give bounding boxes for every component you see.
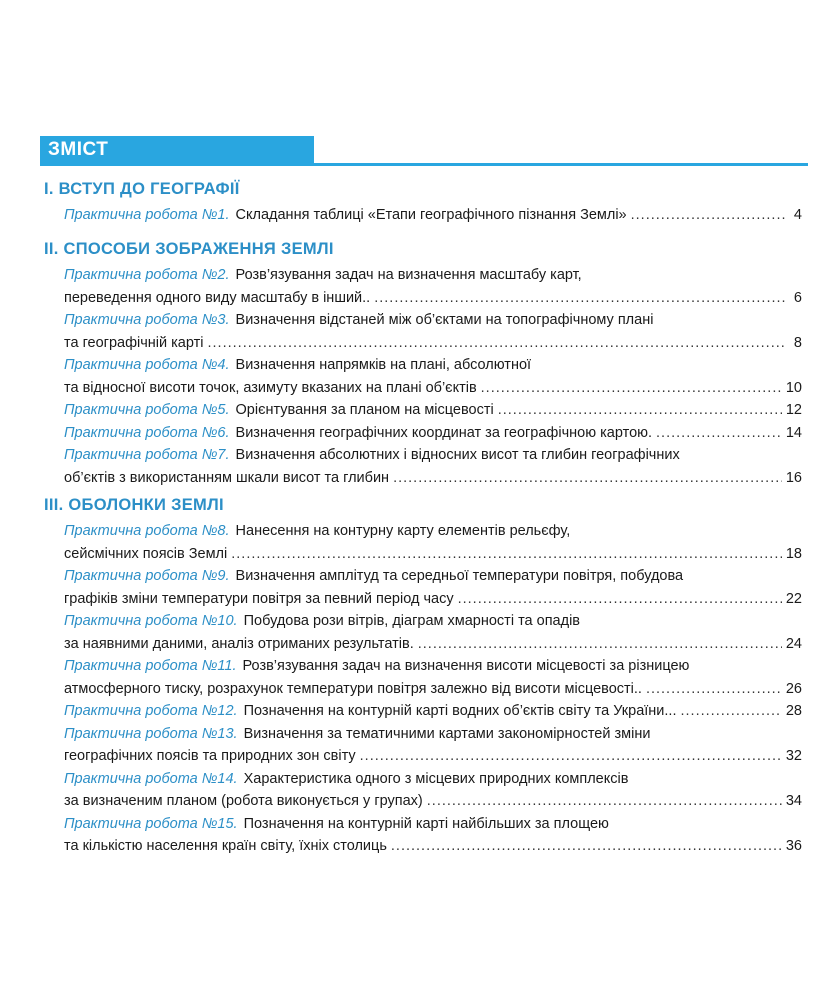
entry-text: Розв’язування задач на визначення висоти місцевості за різницею <box>242 658 690 674</box>
entry-text: за наявними даними, аналіз отриманих результатів. <box>64 635 414 652</box>
entry-text: Визначення амплітуд та середньої температури повітря, побудова <box>235 568 684 584</box>
section-title: I. ВСТУП ДО ГЕОГРАФІЇ <box>44 180 240 198</box>
entry-text: Визначення географічних координат за географічною картою. <box>235 424 653 441</box>
toc-entry-line[interactable] <box>64 745 802 767</box>
entry-text: Позначення на контурній карті водних об’єктів світу та України... <box>243 703 677 719</box>
toc-entry-line[interactable] <box>64 723 802 745</box>
toc-entry-line[interactable] <box>64 444 802 466</box>
toc-entry-line[interactable] <box>64 588 802 610</box>
toc-entry-line[interactable] <box>64 422 802 444</box>
page-number: 8 <box>793 334 802 351</box>
entry-label: Практична робота №2. <box>64 267 230 283</box>
toc-entry-line[interactable] <box>64 467 802 489</box>
leader-dots <box>391 835 782 857</box>
entry-text: графіків зміни температури повітря за певний період часу <box>64 590 454 607</box>
entry-label: Практична робота №1. <box>64 207 230 223</box>
leader-dots <box>498 399 782 421</box>
page-number: 18 <box>785 545 802 562</box>
leader-dots <box>656 422 782 444</box>
leader-dots <box>208 332 787 354</box>
page-number: 34 <box>785 793 802 809</box>
toc-entry-line[interactable] <box>64 204 802 226</box>
entry-label: Практична робота №14. <box>64 770 238 787</box>
page-number: 28 <box>785 703 802 719</box>
entry-text: та кількістю населення країн світу, їхніх столиць <box>64 838 387 854</box>
entry-text: переведення одного виду масштабу в інший.. <box>64 289 371 306</box>
toc-entry-line[interactable] <box>64 835 802 857</box>
entry-label: Практична робота №11. <box>64 658 237 674</box>
entry-text: Визначення відстаней між об’єктами на топографічному плані <box>235 312 654 328</box>
page-number: 32 <box>785 748 802 764</box>
entry-label: Практична робота №5. <box>64 402 230 418</box>
leader-dots <box>427 790 782 812</box>
toc-entry-line[interactable] <box>64 655 802 677</box>
page-number: 16 <box>785 469 802 486</box>
entry-label: Практична робота №15. <box>64 815 238 832</box>
entry-label: Практична робота №6. <box>64 424 230 441</box>
entry-text: за визначеним планом (робота виконується у групах) <box>64 793 423 809</box>
page-number: 12 <box>785 402 802 418</box>
toc-entry-line[interactable] <box>64 399 802 421</box>
entry-label: Практична робота №4. <box>64 357 230 373</box>
leader-dots <box>646 678 782 700</box>
leader-dots <box>418 633 782 655</box>
entry-label: Практична робота №3. <box>64 312 230 328</box>
toc-entry-line[interactable] <box>64 565 802 587</box>
entry-text: Складання таблиці «Етапи географічного пізнання Землі» <box>235 207 627 223</box>
page-number: 10 <box>785 379 802 396</box>
entry-label: Практична робота №8. <box>64 523 230 539</box>
entry-label: Практична робота №10. <box>64 613 238 629</box>
toc-entry-line[interactable] <box>64 543 802 565</box>
entry-text: Нанесення на контурну карту елементів рельєфу, <box>235 523 571 539</box>
entry-text: сейсмічних поясів Землі <box>64 545 228 562</box>
section-title: III. ОБОЛОНКИ ЗЕМЛІ <box>44 496 224 514</box>
toc-entry-line[interactable] <box>64 678 802 700</box>
entry-text: Позначення на контурній карті найбільших за площею <box>243 815 609 832</box>
toc-entry-line[interactable] <box>64 768 802 790</box>
toc-entry-line[interactable] <box>64 700 802 722</box>
entry-label: Практична робота №12. <box>64 703 238 719</box>
entry-label: Практична робота №13. <box>64 725 238 742</box>
leader-dots <box>681 700 782 722</box>
section-title: II. СПОСОБИ ЗОБРАЖЕННЯ ЗЕМЛІ <box>44 240 334 258</box>
leader-dots <box>393 467 782 489</box>
leader-dots <box>631 204 786 226</box>
toc-entry-line[interactable] <box>64 332 802 354</box>
leader-dots <box>231 543 782 565</box>
entry-text: атмосферного тиску, розрахунок температури повітря залежно від висоти місцевості.. <box>64 680 642 697</box>
toc-entry-line[interactable] <box>64 813 802 835</box>
entry-label: Практична робота №9. <box>64 568 230 584</box>
toc-entry-line[interactable] <box>64 790 802 812</box>
entry-text: та відносної висоти точок, азимуту вказаних на плані об’єктів <box>64 379 477 396</box>
leader-dots <box>458 588 782 610</box>
entry-text: Визначення напрямків на плані, абсолютної <box>235 357 532 373</box>
entry-text: об’єктів з використанням шкали висот та глибин <box>64 469 390 486</box>
leader-dots <box>374 287 786 309</box>
page-number: 26 <box>785 680 802 697</box>
entry-text: та географічній карті <box>64 334 204 351</box>
toc-entry-line[interactable] <box>64 520 802 542</box>
toc-entry-line[interactable] <box>64 377 802 399</box>
toc-entry-line[interactable] <box>64 354 802 376</box>
page-number: 36 <box>785 838 802 854</box>
leader-dots <box>481 377 782 399</box>
page-number: 6 <box>793 289 802 306</box>
entry-text: географічних поясів та природних зон світу <box>64 748 356 764</box>
entry-text: Орієнтування за планом на місцевості <box>235 402 494 418</box>
toc-entry-line[interactable] <box>64 309 802 331</box>
page-number: 14 <box>785 424 802 441</box>
entry-text: Визначення за тематичними картами закономірностей зміни <box>243 725 651 742</box>
toc-title: ЗМІСТ <box>48 139 109 160</box>
entry-text: Характеристика одного з місцевих природних комплексів <box>243 770 629 787</box>
leader-dots <box>360 745 782 767</box>
toc-header-bar <box>40 136 314 164</box>
entry-text: Визначення абсолютних і відносних висот та глибин географічних <box>235 447 680 463</box>
page-number: 24 <box>785 635 802 652</box>
page-number: 22 <box>785 590 802 607</box>
page-number: 4 <box>793 207 802 223</box>
entry-text: Побудова рози вітрів, діаграм хмарності та опадів <box>243 613 581 629</box>
toc-entry-line[interactable] <box>64 633 802 655</box>
toc-entry-line[interactable] <box>64 287 802 309</box>
entry-label: Практична робота №7. <box>64 447 230 463</box>
entry-text: Розв’язування задач на визначення масштабу карт, <box>235 267 582 283</box>
toc-entry-line[interactable] <box>64 264 802 286</box>
header-rule <box>40 163 808 166</box>
toc-entry-line[interactable] <box>64 610 802 632</box>
